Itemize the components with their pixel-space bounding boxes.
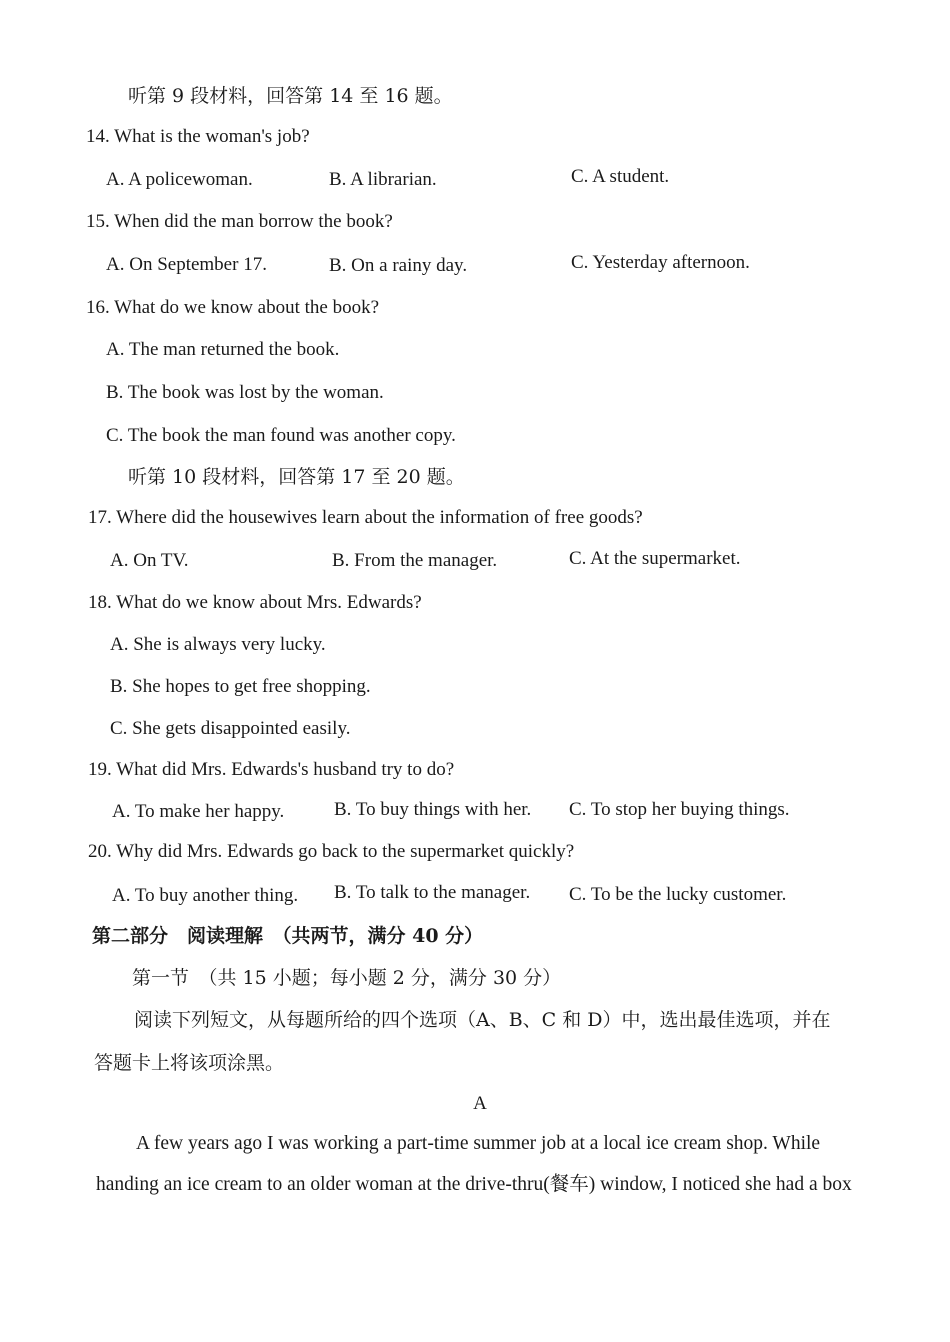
question-17: 17. Where did the housewives learn about the information of free goods?	[88, 507, 643, 528]
q15-option-c: C. Yesterday afternoon.	[571, 252, 750, 273]
q20-option-a: A. To buy another thing.	[112, 885, 299, 906]
question-14: 14. What is the woman's job?	[86, 126, 310, 147]
q15-option-b: B. On a rainy day.	[329, 255, 468, 276]
q16-option-b: B. The book was lost by the woman.	[106, 382, 384, 403]
q18-option-b: B. She hopes to get free shopping.	[110, 676, 371, 697]
passage-line-1: A few years ago I was working a part-time summer job at a local ice cream shop. While	[136, 1133, 821, 1154]
question-15: 15. When did the man borrow the book?	[86, 211, 393, 232]
q17-option-b: B. From the manager.	[332, 550, 498, 571]
q19-option-c: C. To stop her buying things.	[569, 799, 790, 820]
section10-intro: 听第 10 段材料，回答第 17 至 20 题。	[128, 466, 465, 488]
q18-option-a: A. She is always very lucky.	[110, 634, 326, 655]
q15-option-a: A. On September 17.	[106, 254, 267, 275]
part2-heading: 第二部分 阅读理解 （共两节，满分 40 分）	[92, 925, 484, 947]
q14-option-b: B. A librarian.	[329, 169, 437, 190]
instruction-line-2: 答题卡上将该项涂黑。	[94, 1052, 285, 1074]
q20-option-c: C. To be the lucky customer.	[569, 884, 787, 905]
section1-heading: 第一节 （共 15 小题；每小题 2 分，满分 30 分）	[132, 967, 562, 989]
q14-option-c: C. A student.	[571, 166, 670, 187]
q19-option-a: A. To make her happy.	[112, 801, 285, 822]
q16-option-a: A. The man returned the book.	[106, 339, 340, 360]
question-20: 20. Why did Mrs. Edwards go back to the supermarket quickly?	[88, 841, 575, 862]
passage-letter: A	[473, 1093, 487, 1114]
question-18: 18. What do we know about Mrs. Edwards?	[88, 592, 422, 613]
q18-option-c: C. She gets disappointed easily.	[110, 718, 351, 739]
passage-line-2: handing an ice cream to an older woman at the drive-thru(餐车) window, I noticed she had a box	[96, 1174, 852, 1195]
q17-option-a: A. On TV.	[110, 550, 189, 571]
instruction-line-1: 阅读下列短文，从每题所给的四个选项（A、B、C 和 D）中，选出最佳选项，并在	[134, 1009, 831, 1031]
q19-option-b: B. To buy things with her.	[334, 799, 532, 820]
section9-intro: 听第 9 段材料，回答第 14 至 16 题。	[128, 85, 453, 107]
q16-option-c: C. The book the man found was another copy.	[106, 425, 456, 446]
q14-option-a: A. A policewoman.	[106, 169, 253, 190]
question-16: 16. What do we know about the book?	[86, 297, 380, 318]
q20-option-b: B. To talk to the manager.	[334, 882, 531, 903]
q17-option-c: C. At the supermarket.	[569, 548, 741, 569]
question-19: 19. What did Mrs. Edwards's husband try to do?	[88, 759, 455, 780]
